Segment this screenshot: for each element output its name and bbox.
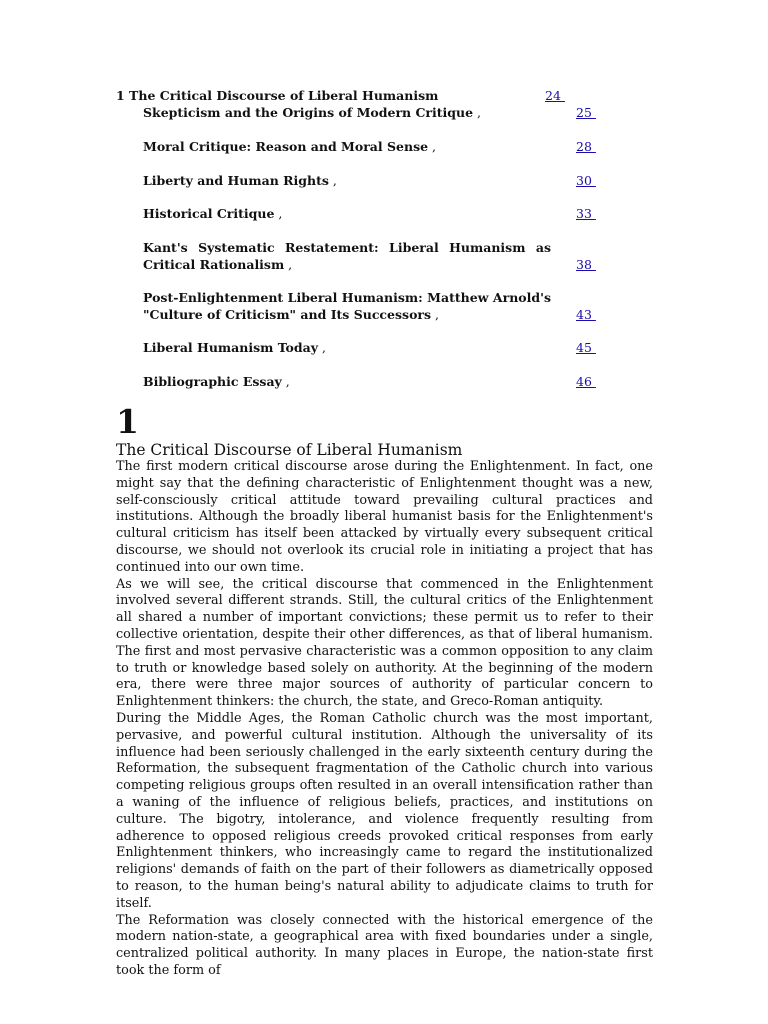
toc-entry: Moral Critique: Reason and Moral Sense , 28 [143, 139, 596, 154]
toc-entry-label: Skepticism and the Origins of Modern Critique [143, 105, 474, 120]
toc-entry-label: Bibliographic Essay [143, 374, 282, 389]
toc-page-link[interactable]: 25 [576, 105, 596, 120]
toc-page-link[interactable]: 33 [576, 206, 596, 221]
toc-page-link[interactable]: 43 [576, 307, 596, 322]
chapter-body [116, 459, 653, 980]
toc-page-link[interactable]: 38 [576, 257, 596, 272]
toc-entry-label: "Culture of Criticism" and Its Successors [143, 307, 432, 322]
chapter-title: The Critical Discourse of Liberal Humanism [116, 441, 463, 459]
toc-chapter-label: 1 The Critical Discourse of Liberal Humanism [116, 88, 439, 103]
toc-chapter-entry [116, 88, 576, 104]
toc-entry: Skepticism and the Origins of Modern Critique , 25 [143, 105, 596, 120]
toc-entry: Post-Enlightenment Liberal Humanism: Matthew Arnold's "Culture of Criticism" and Its Successors , 43 [143, 290, 596, 322]
body-paragraph: The Reformation was closely connected with the historical emergence of the modern nation-state, a geographical area with fixed boundaries under a single, centralized political authority. In many places in Europe, the nation-state first took the form of [116, 912, 653, 978]
body-paragraph: During the Middle Ages, the Roman Catholic church was the most important, pervasive, and powerful cultural institution. Although the universality of its influence had been seriously challenged in the early sixteenth century during the Reformation, the subsequent fragmentation of the Catholic church into various competing religious groups often resulted in an overall intensification rather than a waning of the influence of religious beliefs, practices, and institutions on culture. The bigotry, intolerance, and violence frequently resulting from adherence to opposed religious creeds provoked critical responses from early Enlightenment thinkers, who increasingly came to regard the institutionalized religions' demands of faith on the part of their followers as diametrically opposed to reason, to the human being's natural ability to adjudicate claims to truth for itself. [116, 710, 653, 911]
toc-entry: Liberty and Human Rights , 30 [143, 173, 596, 188]
toc-entry: Bibliographic Essay , 46 [143, 374, 596, 389]
toc-entry-label: Kant's Systematic Restatement: Liberal Humanism as [143, 240, 551, 255]
toc-entry-label: Critical Rationalism [143, 257, 285, 272]
toc-page-link[interactable]: 30 [576, 173, 596, 188]
toc-entry: Historical Critique , 33 [143, 206, 596, 221]
toc-page-link[interactable]: 24 [545, 88, 565, 103]
toc-entry: Liberal Humanism Today , 45 [143, 340, 596, 355]
toc-entry-label: Liberty and Human Rights [143, 173, 329, 188]
chapter-number: 1 [116, 402, 139, 441]
table-of-contents [116, 88, 596, 389]
toc-entry-label: Post-Enlightenment Liberal Humanism: Matthew Arnold's [143, 290, 551, 305]
toc-page-link[interactable]: 28 [576, 139, 596, 154]
toc-page-link[interactable]: 45 [576, 340, 596, 355]
toc-page-link[interactable]: 46 [576, 374, 596, 389]
toc-entry-label: Historical Critique [143, 206, 275, 221]
toc-entry-label: Liberal Humanism Today [143, 340, 318, 355]
toc-entry: Kant's Systematic Restatement: Liberal Humanism as Critical Rationalism , 38 [143, 240, 596, 272]
body-paragraph: As we will see, the critical discourse that commenced in the Enlightenment involved several different strands. Still, the cultural critics of the Enlightenment all shared a number of important convictions; these permit us to refer to their collective orientation, despite their other differences, as that of liberal humanism. The first and most pervasive characteristic was a common opposition to any claim to truth or knowledge based solely on authority. At the beginning of the modern era, there were three major sources of authority of particular concern to Enlightenment thinkers: the church, the state, and Greco-Roman antiquity. [116, 576, 653, 710]
body-paragraph: The first modern critical discourse arose during the Enlightenment. In fact, one might say that the defining characteristic of Enlightenment thought was a new, self-consciously critical attitude toward prevailing cultural practices and institutions. Although the broadly liberal humanist basis for the Enlightenment's cultural criticism has itself been attacked by virtually every subsequent critical discourse, we should not overlook its crucial role in initiating a project that has continued into our own time. [116, 459, 653, 575]
toc-entry-label: Moral Critique: Reason and Moral Sense [143, 139, 429, 154]
